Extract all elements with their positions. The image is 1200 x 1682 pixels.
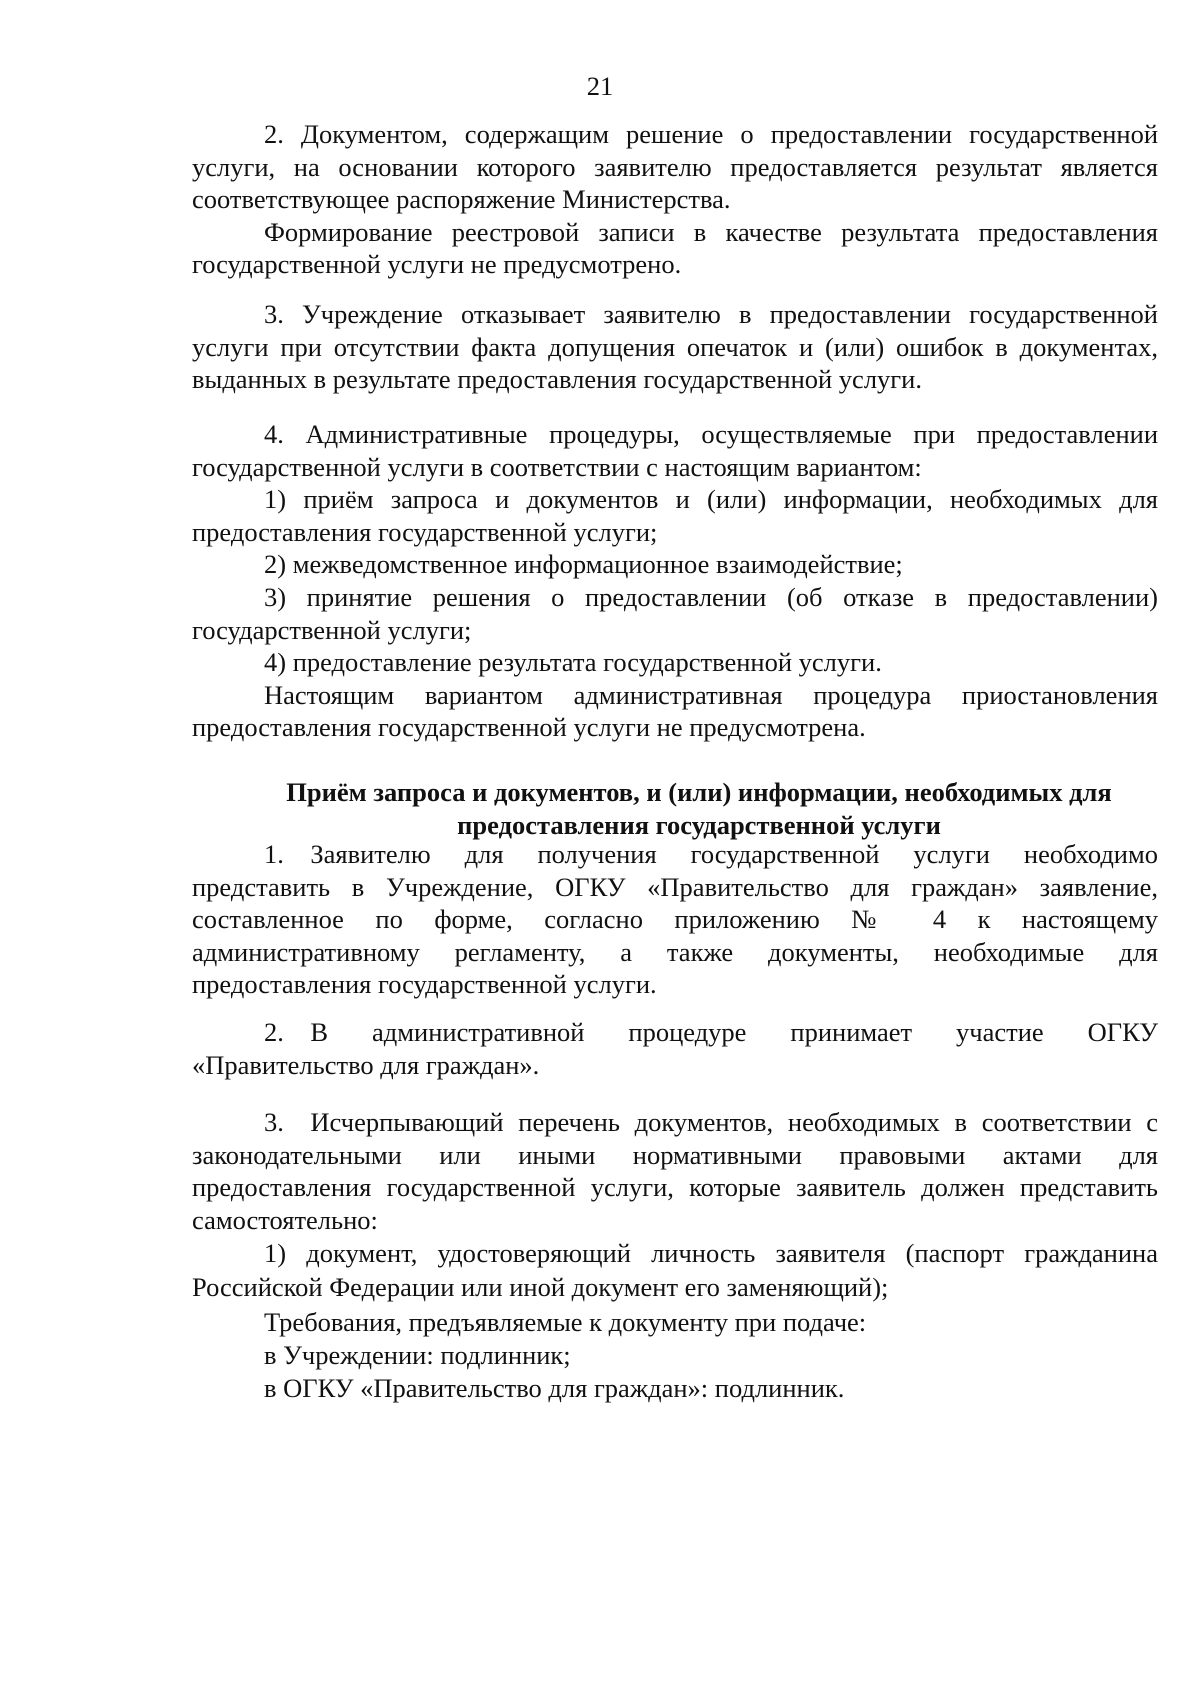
requirement-item: в ОГКУ «Правительство для граждан»: подлинник. (264, 1372, 845, 1403)
list-item: 3) принятие решения о предоставлении (об отказе в предоставлении) государственной услуги; (192, 581, 1158, 645)
requirements-intro: Требования, предъявляемые к документу при подаче: (264, 1307, 867, 1338)
paragraph: 1. Заявителю для получения государственной услуги необходимо представить в Учреждение, ОГКУ «Правительство для граждан» заявление, составленное по форме, согласно приложению № 4 к настоящему административному регламенту, а также документы, необходимые для предоставления государственной услуги. (192, 839, 1158, 1000)
list-item: 1) документ, удостоверяющий личность заявителя (паспорт гражданина Российской Федерации или иной документ его заменяющий); (192, 1238, 1158, 1303)
requirement-item: в Учреждении: подлинник; (264, 1339, 571, 1370)
page-number: 21 (586, 71, 614, 101)
paragraph: Формирование реестровой записи в качестве результата предоставления государственной услуги не предусмотрено. (192, 216, 1158, 280)
section-documents-list (192, 1106, 1158, 1404)
paragraph: Настоящим вариантом административная процедура приостановления предоставления государственной услуги не предусмотрена. (192, 679, 1158, 743)
paragraph: 3. Исчерпывающий перечень документов, необходимых в соответствии с законодательными или иными нормативными правовыми актами для предоставления государственной услуги, которые заявитель должен представить самостоятельно: (192, 1107, 1158, 1235)
paragraph: 3. Учреждение отказывает заявителю в предоставлении государственной услуги при отсутствии факта допущения опечаток и (или) ошибок в документах, выданных в результате предоставления государственной услуги. (192, 299, 1158, 395)
paragraph: 2. Документом, содержащим решение о предоставлении государственной услуги, на основании которого заявителю предоставляется результат является соответствующее распоряжение Министерства. (192, 119, 1158, 215)
list-item: 2) межведомственное информационное взаимодействие; (264, 549, 903, 580)
section-procedures (192, 418, 1158, 744)
section-participant (192, 1016, 1158, 1081)
list-item: 1) приём запроса и документов и (или) информации, необходимых для предоставления государственной услуги; (192, 484, 1158, 547)
section-result-document (192, 118, 1158, 281)
section-heading: Приём запроса и документов, и (или) информации, необходимых для предоставления государственной услуги (286, 777, 1112, 840)
section-refusal (192, 298, 1158, 396)
paragraph: 2. В административной процедуре принимает участие ОГКУ «Правительство для граждан». (192, 1017, 1158, 1080)
section-application (192, 838, 1158, 1001)
list-item: 4) предоставление результата государственной услуги. (264, 647, 882, 678)
paragraph: 4. Административные процедуры, осуществляемые при предоставлении государственной услуги в соответствии с настоящим вариантом: (192, 419, 1158, 482)
